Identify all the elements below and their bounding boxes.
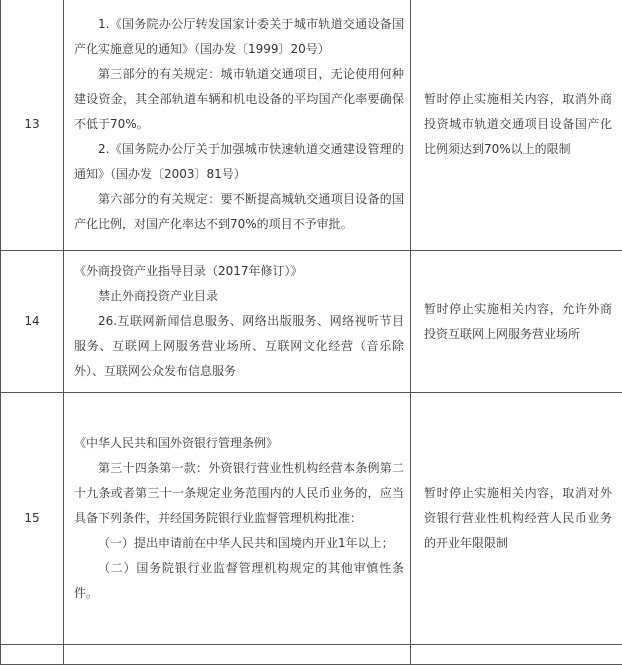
provision-text: （一）提出申请前在中华人民共和国境内开业1年以上； xyxy=(74,531,404,556)
action-cell xyxy=(411,0,622,251)
provision-text: 《中华人民共和国外资银行管理条例》 xyxy=(74,431,404,456)
action-cell xyxy=(411,251,622,393)
provision-text: 《外商投资产业指导目录（2017年修订）》 xyxy=(74,259,404,284)
provisions-cell xyxy=(64,251,411,393)
provision-text: 第三十四条第一款：外资银行营业性机构经营本条例第二十九条或者第三十一条规定业务范围内的人民币业务的，应当具备下列条件，并经国务院银行业监督管理机构批准： xyxy=(74,456,404,531)
provision-text: 26.互联网新闻信息服务、网络出版服务、网络视听节目服务、互联网上网服务营业场所、互联网文化经营（音乐除外）、互联网公众发布信息服务 xyxy=(74,309,404,384)
provision-text: （二）国务院银行业监督管理机构规定的其他审慎性条件。 xyxy=(74,556,404,606)
provisions-cell xyxy=(64,0,411,251)
provision-text: 1.《国务院办公厅转发国家计委关于城市轨道交通设备国产化实施意见的通知》（国办发〔1999〕20号） xyxy=(74,12,404,62)
table-row xyxy=(1,251,622,393)
action-cell xyxy=(411,393,622,645)
table-row xyxy=(1,393,622,645)
action-text: 暂时停止实施相关内容，允许外商投资互联网上网服务营业场所 xyxy=(424,297,612,347)
provision-text: 第三部分的有关规定：城市轨道交通项目，无论使用何种建设资金，其全部轨道车辆和机电设备的平均国产化率要确保不低于70%。 xyxy=(74,62,404,137)
provision-text: 禁止外商投资产业目录 xyxy=(74,284,404,309)
table-row xyxy=(1,0,622,251)
provision-text: 第六部分的有关规定：要不断提高城轨交通项目设备的国产化比例，对国产化率达不到70%的项目不予审批。 xyxy=(74,187,404,237)
row-number: 15 xyxy=(1,393,64,645)
row-number: 13 xyxy=(1,0,64,251)
action-text: 暂时停止实施相关内容，取消外商投资城市轨道交通项目设备国产化比例须达到70%以上的限制 xyxy=(424,87,612,162)
provision-text: 2.《国务院办公厅关于加强城市快速轨道交通建设管理的通知》（国办发〔2003〕81号） xyxy=(74,137,404,187)
row-number: 14 xyxy=(1,251,64,393)
action-text: 暂时停止实施相关内容，取消对外资银行营业性机构经营人民币业务的开业年限限制 xyxy=(424,481,612,556)
provisions-cell xyxy=(64,393,411,645)
